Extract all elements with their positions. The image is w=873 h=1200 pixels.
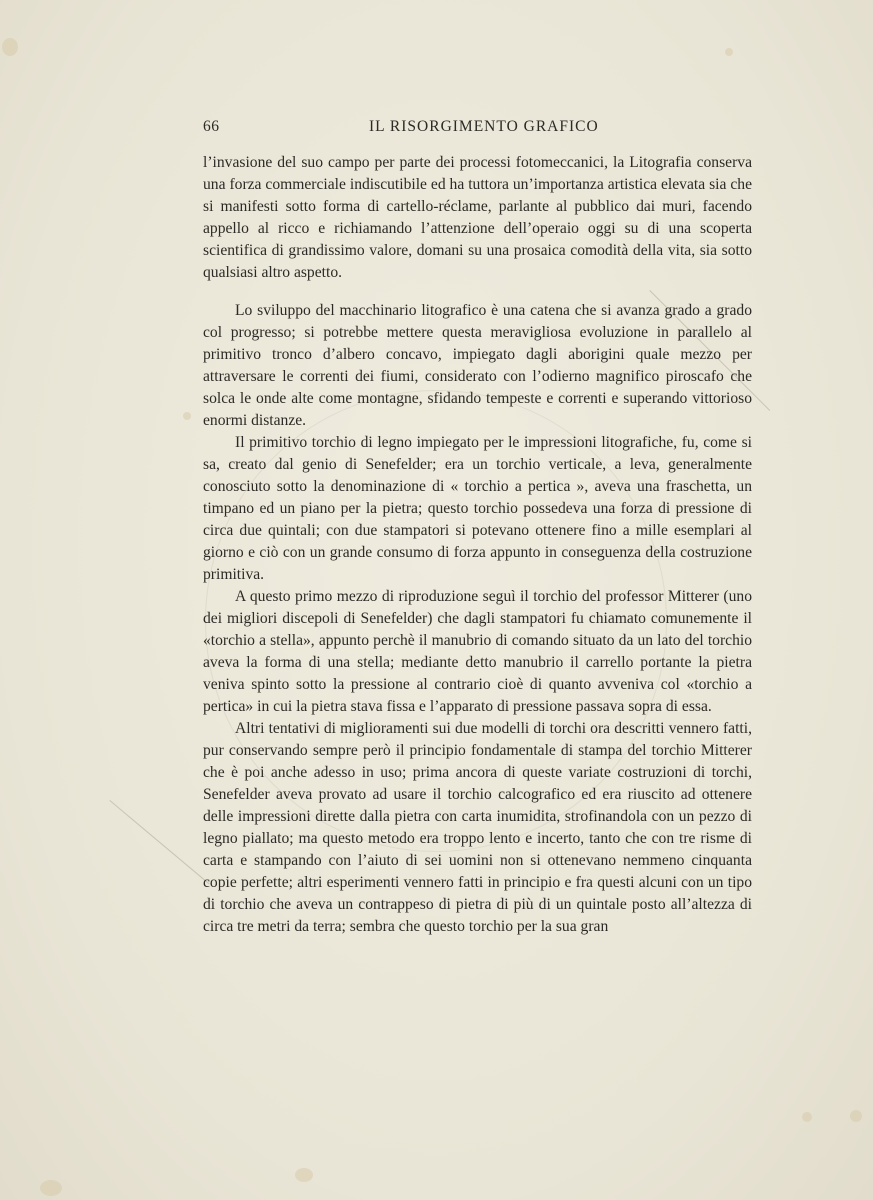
foxing-stain — [850, 1110, 862, 1122]
foxing-stain — [183, 412, 191, 420]
paragraph: l’invasione del suo campo per parte dei processi fotomeccanici, la Litografia conserva una forza commerciale indiscutibile ed ha tuttora un’importanza artistica elevata sia che si manifesti sotto forma di cartello-réclame, parlante al pubblico dai muri, facendo appello al ricco e richiamando l’attenzione dell’operaio oggi su di una scoperta scientifica di grandissimo valore, domani su una prosaica comodità della vita, sia sotto qualsiasi altro aspetto. — [203, 154, 752, 281]
foxing-stain — [295, 1168, 313, 1182]
foxing-stain — [2, 38, 18, 56]
foxing-stain — [802, 1112, 812, 1122]
body-text — [203, 152, 752, 938]
paragraph: Altri tentativi di miglioramenti sui due modelli di torchi ora descritti vennero fatti, pur conservando sempre però il principio fondamentale di stampa del torchio Mitterer che è poi anche adesso in uso; prima ancora di queste variate costruzioni di torchi, Senefelder aveva provato ad usare il torchio calcografico ed era riuscito ad ottenere delle impressioni dirette dalla pietra con carta inumidita, strofinandola con un pezzo di legno piallato; ma questo metodo era troppo lento e incerto, tanto che con tre risme di carta e stampando con l’aiuto di sei uomini non si ottenevano nemmeno cinquanta copie perfette; altri esperimenti vennero fatti in principio e fra questi alcuni con un tipo di torchio che aveva un contrappeso di pietra di più di un quintale posto all’altezza di circa tre metri da terra; sembra che questo torchio per la sua gran — [203, 720, 752, 935]
fold-line — [109, 800, 209, 884]
running-title: IL RISORGIMENTO GRAFICO — [369, 118, 599, 135]
page-header — [203, 118, 753, 142]
paragraph: Lo sviluppo del macchinario litografico è una catena che si avanza grado a grado col progresso; si potrebbe mettere questa meravigliosa evoluzione in parallelo al primitivo tronco d’albero concavo, impiegato dagli aborigini quale mezzo per attraversare le correnti dei fiumi, considerato con l’odierno magnifico piroscafo che solca le onde alte come montagne, sfidando tempeste e correnti e superando vittorioso enormi distanze. — [203, 302, 752, 429]
foxing-stain — [40, 1180, 62, 1196]
paragraph: A questo primo mezzo di riproduzione seguì il torchio del professor Mitterer (uno dei migliori discepoli di Senefelder) che dagli stampatori fu chiamato comunemente il «torchio a stella», appunto perchè il manubrio di comando situato da un lato del torchio aveva la forma di una stella; mediante detto manubrio il carrello portante la pietra veniva spinto sotto la pressione al contrario cioè di quanto avveniva col «torchio a pertica» in cui la pietra stava fissa e l’apparato di pressione passava sopra di essa. — [203, 588, 752, 715]
foxing-stain — [725, 48, 733, 56]
page-number: 66 — [203, 118, 220, 135]
paragraph: Il primitivo torchio di legno impiegato per le impressioni litografiche, fu, come si sa, creato dal genio di Senefelder; era un torchio verticale, a leva, generalmente conosciuto sotto la denominazione di « torchio a pertica », aveva una fraschetta, un timpano ed un piano per la pietra; questo torchio possedeva una forza di pressione di circa due quintali; con due stampatori si potevano ottenere fino a mille esemplari al giorno e ciò con un grande consumo di forza appunto in conseguenza della costruzione primitiva. — [203, 434, 752, 583]
